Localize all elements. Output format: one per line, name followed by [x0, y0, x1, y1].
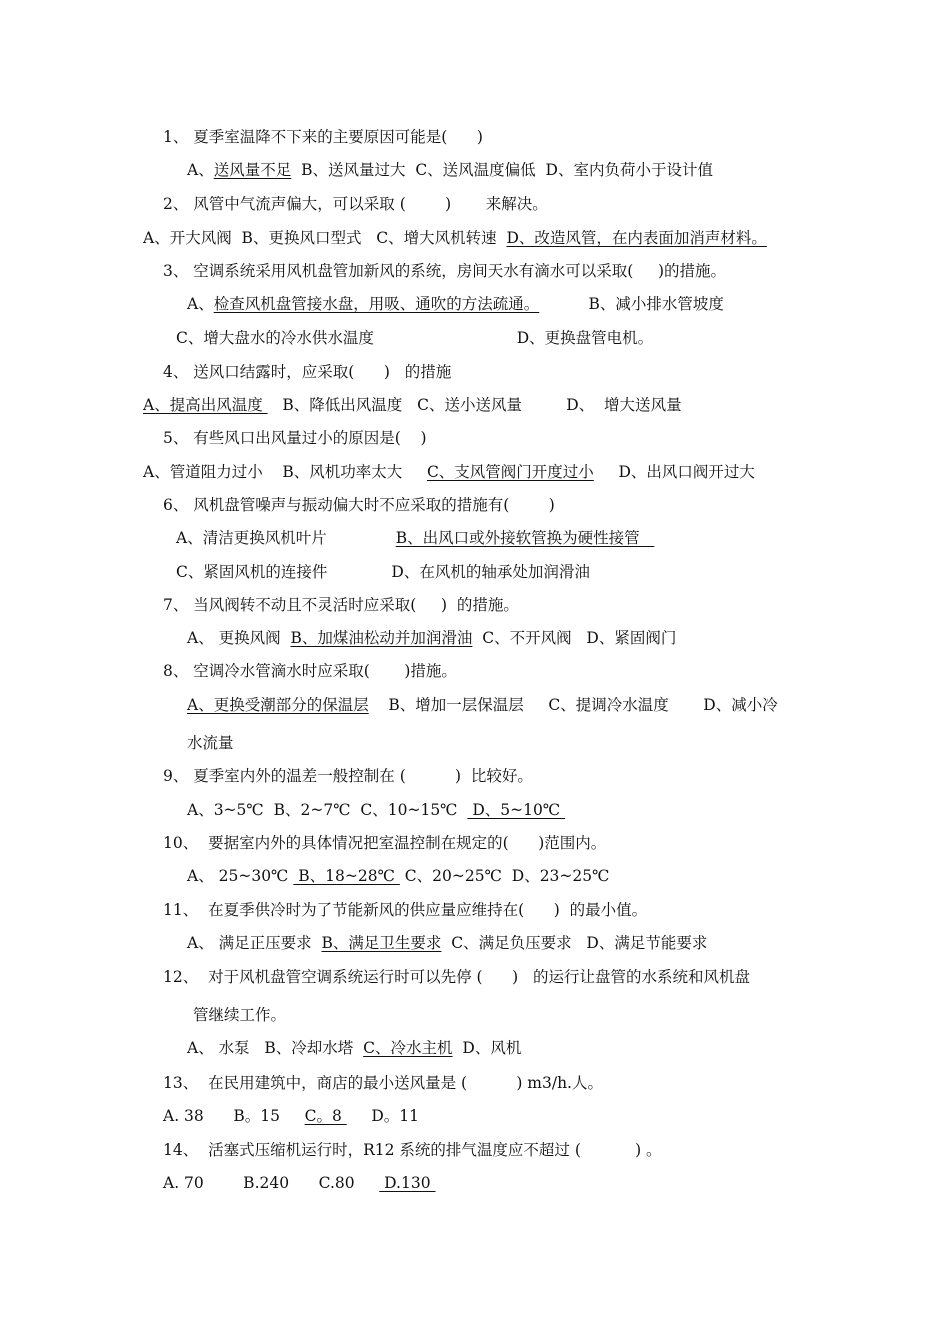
text-line	[187, 294, 724, 314]
text-segment: 11、 在夏季供冷时为了节能新风的供应量应维持在( ) 的最小值。	[163, 901, 648, 919]
text-line	[163, 194, 548, 214]
text-segment: A、管道阻力过小 B、风机功率太大	[143, 463, 427, 481]
text-segment: A、 25~30℃	[187, 867, 294, 885]
text-segment: B、减小排水管坡度	[539, 295, 724, 313]
text-line	[163, 428, 427, 448]
text-line	[187, 933, 707, 953]
text-line	[187, 1038, 521, 1058]
text-line	[163, 833, 606, 853]
text-segment: 4、 送风口结露时，应采取( ) 的措施	[163, 363, 452, 381]
text-segment: C、满足负压要求 D、满足节能要求	[441, 934, 708, 952]
text-segment: D、出风口阀开过大	[593, 463, 755, 481]
text-line	[163, 127, 483, 147]
answer-underlined: C、支风管阀门开度过小	[426, 463, 594, 481]
text-segment: A、清洁更换风机叶片	[176, 529, 396, 547]
text-segment: A、3~5℃ B、2~7℃ C、10~15℃	[187, 801, 468, 819]
answer-underlined: B、18~28℃	[293, 867, 400, 885]
answer-underlined: A、提高出风温度	[143, 396, 268, 414]
text-line	[163, 1173, 436, 1193]
answer-underlined: B、加煤油松动并加润滑油	[290, 629, 473, 647]
text-line	[187, 628, 676, 648]
text-segment: 8、 空调冷水管滴水时应采取( )措施。	[163, 662, 457, 680]
text-segment: 10、 要据室内外的具体情况把室温控制在规定的( )范围内。	[163, 834, 607, 852]
text-segment: 管继续工作。	[193, 1006, 287, 1024]
text-line	[176, 528, 654, 548]
text-line	[193, 1005, 286, 1025]
answer-underlined: 检查风机盘管接水盘，用吸、通吹的方法疏通。	[213, 295, 540, 313]
text-segment: C、增大盘水的冷水供水温度 D、更换盘管电机。	[176, 329, 654, 347]
text-line	[143, 395, 682, 415]
answer-underlined: 送风量不足	[213, 161, 292, 179]
text-segment: C、紧固风机的连接件 D、在风机的轴承处加润滑油	[176, 563, 590, 581]
text-segment: A、 满足正压要求	[187, 934, 322, 952]
text-line	[143, 462, 755, 482]
text-segment: D、风机	[452, 1039, 522, 1057]
text-segment: 水流量	[187, 734, 234, 752]
text-segment: 12、 对于风机盘管空调系统运行时可以先停 ( ) 的运行让盘管的水系统和风机盘	[163, 968, 750, 986]
text-segment: B、增加一层保温层 C、提调冷水温度 D、减小冷	[368, 696, 778, 714]
answer-underlined: D、改造风管，在内表面加消声材料。	[506, 229, 767, 247]
text-segment: 14、 活塞式压缩机运行时，R12 系统的排气温度应不超过 ( ) 。	[163, 1141, 662, 1159]
text-segment: 5、 有些风口出风量过小的原因是( )	[163, 429, 427, 447]
text-segment: A、	[187, 295, 214, 313]
answer-underlined: C、冷水主机	[363, 1039, 453, 1057]
text-line	[163, 661, 457, 681]
text-line	[163, 1106, 419, 1126]
text-segment: 9、 夏季室内外的温差一般控制在 ( ) 比较好。	[163, 767, 533, 785]
answer-underlined: C。8	[304, 1107, 347, 1125]
text-line	[187, 695, 778, 715]
text-line	[163, 1140, 662, 1160]
text-line	[163, 362, 451, 382]
text-segment: C、20~25℃ D、23~25℃	[399, 867, 610, 885]
text-segment: 1、 夏季室温降不下来的主要原因可能是( )	[163, 128, 483, 146]
text-line	[163, 900, 647, 920]
text-line	[187, 733, 234, 753]
answer-underlined: B、出风口或外接软管换为硬性接管	[395, 529, 655, 547]
text-line	[143, 228, 767, 248]
text-line	[163, 261, 726, 281]
text-line	[163, 495, 555, 515]
text-line	[187, 160, 713, 180]
text-segment: C、不开风阀 D、紧固阀门	[472, 629, 677, 647]
answer-underlined: D.130	[379, 1174, 436, 1192]
text-line	[187, 800, 565, 820]
text-segment: A. 70 B.240 C.80	[163, 1174, 380, 1192]
text-segment: A、	[187, 161, 214, 179]
text-line	[163, 967, 750, 987]
text-segment: 3、 空调系统采用风机盘管加新风的系统，房间天水有滴水可以采取( )的措施。	[163, 262, 727, 280]
text-segment: A. 38 B。15	[163, 1107, 305, 1125]
text-segment: A、 水泵 B、冷却水塔	[187, 1039, 364, 1057]
text-segment: A、 更换风阀	[187, 629, 291, 647]
text-segment: 6、 风机盘管噪声与振动偏大时不应采取的措施有( )	[163, 496, 555, 514]
text-segment: A、开大风阀 B、更换风口型式 C、增大风机转速	[143, 229, 507, 247]
answer-underlined: B、满足卫生要求	[321, 934, 442, 952]
text-line	[176, 328, 653, 348]
text-line	[163, 595, 519, 615]
text-line	[163, 766, 533, 786]
text-segment: D。11	[346, 1107, 420, 1125]
text-segment: B、降低出风温度 C、送小送风量 D、 增大送风量	[267, 396, 682, 414]
text-segment: 2、 风管中气流声偏大，可以采取 ( ) 来解决。	[163, 195, 548, 213]
text-segment: 7、 当风阀转不动且不灵活时应采取( ) 的措施。	[163, 596, 519, 614]
answer-underlined: D、5~10℃	[467, 801, 566, 819]
text-segment: B、送风量过大 C、送风温度偏低 D、室内负荷小于设计值	[291, 161, 713, 179]
text-line	[187, 866, 609, 886]
text-line	[176, 562, 590, 582]
answer-underlined: A、更换受潮部分的保温层	[187, 696, 369, 714]
text-line	[163, 1073, 603, 1093]
text-segment: 13、 在民用建筑中，商店的最小送风量是 ( ) m3/h.人。	[163, 1074, 603, 1092]
